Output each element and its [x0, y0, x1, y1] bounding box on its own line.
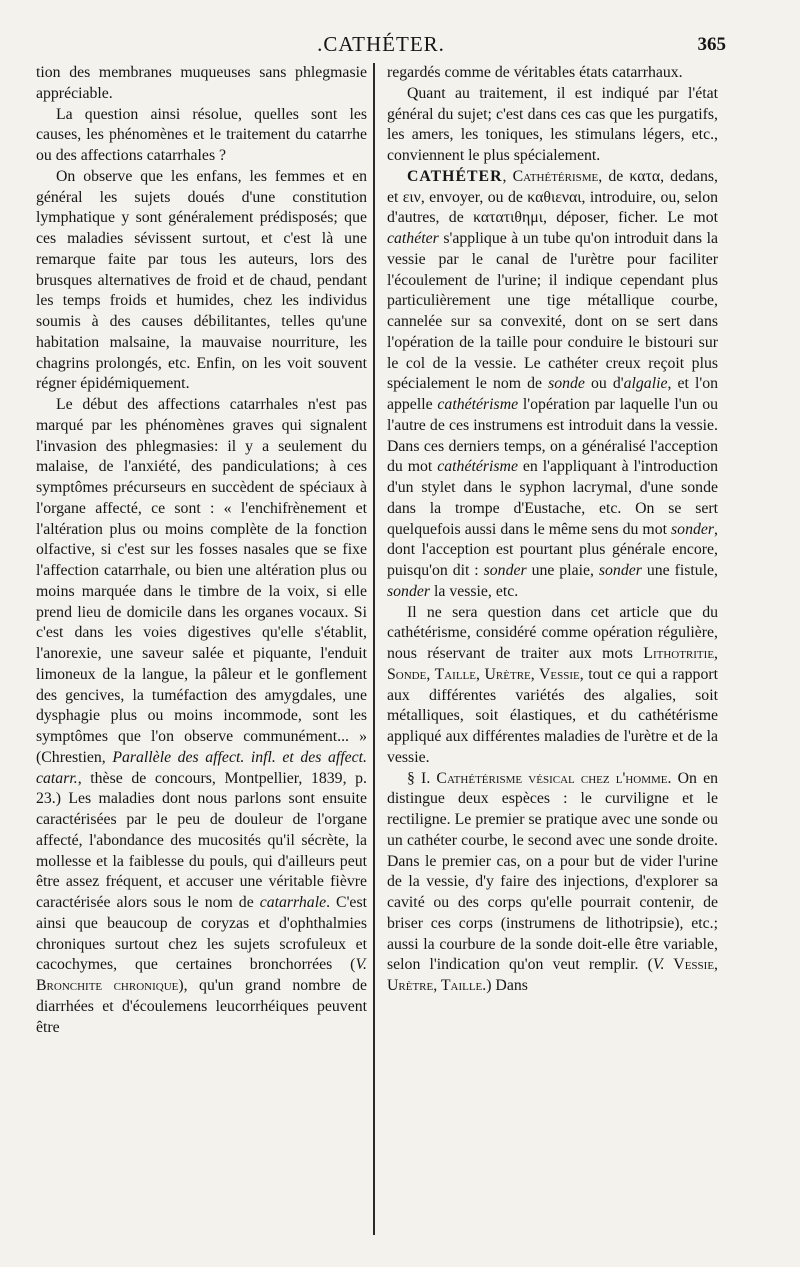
- paragraph: Quant au traitement, il est indiqué par l'état général du sujet; c'est dans ces cas que les purgatifs, les amers, les toniques, les stimulans légers, etc., conviennent le plus spécialement.: [387, 84, 718, 164]
- cross-reference: Lithotritie, Sonde, Taille, Urètre, Vessie: [387, 645, 718, 683]
- text-run: , thèse de concours, Montpellier, 1839, p. 23.) Les maladies dont nous parlons sont ensuite caractérisées par le peu de douleur de l'organe affecté, l'abondance des mucosités qu'il sécrète, la mollesse et la faiblesse du pouls, qui d'ailleurs peut être assez fréquent, et accuser une véritable fièvre caractérisée alors sous le nom de: [36, 769, 367, 911]
- text-run: Le début des affections catarrhales n'est pas marqué par les phénomènes graves qui signalent l'invasion des phlegmasies: il y a seulement du malaise, de l'anxiété, des pandiculations; à ces symptômes précurseurs en succèdent de spéciaux à l'organe affecté, ce sont : « l'enchifrènement et l'altération plus ou moins complète de la fonction olfactive, si c'est sur les fosses nasales que se fixe l'affection catarrhale, ou bien une altération plus ou moins marquée dans le timbre de la voix, si elle prend lieu de domicile dans les organes vocaux. Si c'est dans les voies digestives qu'elle s'établit, l'anorexie, une saveur salée et piquante, l'enduit limoneux de la langue, la pâleur et le gonflement des gencives, la tuméfaction des amygdales, une dysphagie plus ou moins incommode, sont les symptômes que l'on observe communément... » (Chrestien,: [36, 396, 367, 766]
- cross-reference: Vessie, Urètre, Taille.: [387, 956, 718, 994]
- paragraph: [387, 603, 718, 769]
- italic-term: sonder: [671, 520, 715, 538]
- text-run: ), qu'un grand nombre de diarrhées et d'écoulemens leucorrhéiques peuvent être: [36, 977, 367, 1036]
- entry-headword: CATHÉTER: [407, 167, 503, 185]
- text-run: l'opération par laquelle l'un ou l'autre de ces instrumens est introduit dans la vessie. Dans ces derniers temps, on a généralisé l'acception du mot: [387, 396, 718, 476]
- paragraph: [36, 395, 367, 1038]
- running-head: .CATHÉTER.: [317, 32, 445, 56]
- text-run: , dont l'acception est pourtant plus générale encore, puisqu'on dit :: [387, 520, 718, 579]
- paragraph: regardés comme de véritables états catarrhaux.: [387, 64, 683, 81]
- text-run: Il ne sera question dans cet article que du cathétérisme, considéré comme opération régulière, nous réservant de traiter aux mots: [387, 603, 718, 662]
- italic-term: cathétérisme: [437, 396, 519, 413]
- section-paragraph: [387, 769, 718, 997]
- italic-term: catarrhale: [259, 894, 327, 911]
- cross-reference: Bronchite chronique: [36, 977, 179, 994]
- section-heading: § I. Cathétérisme vésical chez l'homme: [407, 769, 668, 787]
- italic-term: sonder: [598, 562, 642, 579]
- paragraph: La question ainsi résolue, quelles sont les causes, les phénomènes et le traitement du catarrhe ou des affections catarrhales ?: [36, 105, 367, 164]
- column-divider: [373, 63, 375, 1235]
- text-run: en l'appliquant à l'introduction d'un stylet dans le syphon lacrymal, d'une sonde dans la trompe d'Eustache, etc. On se sert quelquefois aussi dans le même sens du mot: [387, 458, 718, 538]
- right-column: [387, 63, 718, 997]
- paragraph: tion des membranes muqueuses sans phlegmasie appréciable.: [36, 64, 367, 102]
- text-run: ,: [502, 167, 513, 185]
- italic-term: sonde: [548, 375, 585, 393]
- text-run: ou d': [584, 375, 624, 393]
- text-run: une plaie,: [526, 562, 599, 579]
- text-run: s'applique à un tube qu'on introduit dans la vessie par le canal de l'urètre pour faciliter l'écoulement de l'urine; il indique cependant plus particulièrement une tige métallique courbe, cannelée sur sa convexité, dont on se sert dans l'opération de la taille pour conduire le bistouri sur le col de la vessie. Le cathéter creux reçoit plus spécialement le nom de: [387, 230, 718, 393]
- page-number: 365: [697, 34, 726, 55]
- italic-term: sonder: [387, 582, 431, 600]
- text-run: . C'est ainsi que beaucoup de coryzas et d'ophthalmies chroniques surtout chez les sujets scrofuleux et cacochymes, que certaines bronchorrées (: [36, 894, 367, 974]
- see-reference-marker: V.: [652, 956, 665, 974]
- italic-term: cathéter: [387, 230, 439, 247]
- italic-term: algalie: [623, 375, 668, 393]
- dictionary-entry: [387, 167, 718, 603]
- paragraph: On observe que les enfans, les femmes et en général les sujets doués d'une constitution lymphatique y sont généralement prédisposés; que ces maladies sévissent surtout, et c'est là une remarque faite par tous les auteurs, lors des brusques alternatives de froid et de chaud, pendant les temps froids et humides, chez les individus soumis à des causes débilitantes, telles qu'une habitation malsaine, la mauvaise nourriture, les chagrins prolongés, etc. Enfin, on les voit souvent régner épidémiquement.: [36, 167, 367, 393]
- page-header: [36, 30, 726, 64]
- text-run: la vessie, etc.: [430, 582, 519, 600]
- text-run: , tout ce qui a rapport aux différentes variétés des algalies, soit métalliques, soit élastiques, et du cathétérisme appliqué aux différentes maladies de l'urètre et de la vessie.: [387, 665, 719, 766]
- text-run: , et l'on appelle: [387, 375, 718, 413]
- left-column: [36, 63, 367, 1038]
- italic-term: sonder: [483, 562, 527, 579]
- entry-subheading: Cathétérisme: [512, 167, 599, 185]
- italic-term: cathétérisme: [437, 458, 518, 476]
- text-run: . On en distingue deux espèces : le curviligne et le rectiligne. Le premier se pratique avec une sonde ou un cathéter courbe, le second avec une sonde droite. Dans le premier cas, on a pour but de vider l'urine de la vessie, d'y faire des injections, d'explorer sa cavité ou des corps qu'elle pourrait contenir, de briser ces corps (instrumens de lithotripsie), etc.; aussi la courbure de la sonde doit-elle être variable, selon l'indication qu'on veut remplir. (: [387, 769, 718, 974]
- text-run: , de κατα, dedans, et ειν, envoyer, ou de καθιεναι, introduire, ou, selon d'autres, de κατατιθημι, déposer, ficher. Le mot: [387, 167, 718, 227]
- citation-title: Parallèle des affect. infl. et des affect. catarr.: [36, 748, 367, 787]
- text-run: une fistule,: [641, 562, 719, 579]
- text-run: ) Dans: [486, 977, 528, 994]
- see-reference-marker: V.: [355, 956, 367, 974]
